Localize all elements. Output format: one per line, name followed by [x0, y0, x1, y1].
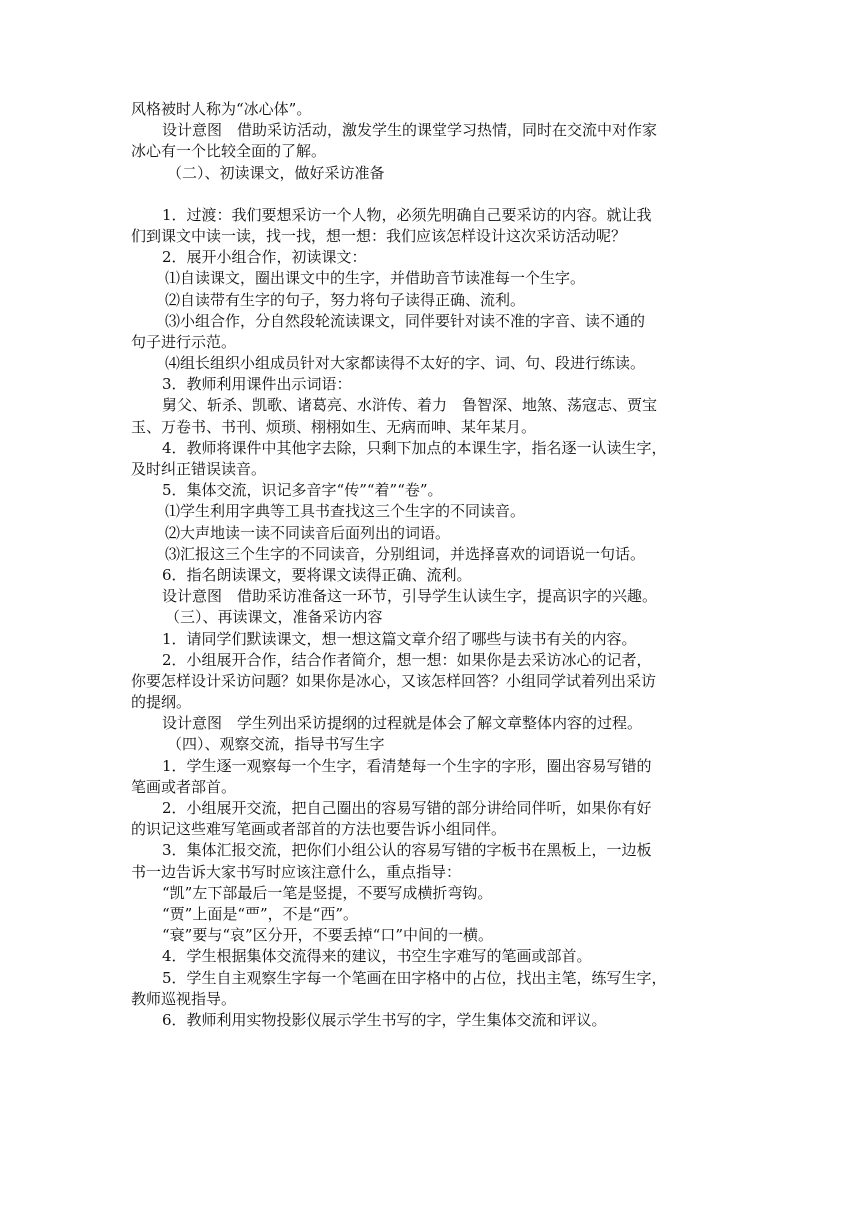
text-line: 6．指名朗读课文，要将课文读得正确、流利。: [162, 565, 472, 584]
text-line: 4．教师将课件中其他字去除，只剩下加点的本课生字，指名逐一认读生字，: [162, 438, 667, 457]
text-line: 风格被时人称为“冰心体”。: [131, 100, 312, 118]
text-line: ⑴学生利用字典等工具书查找这三个生字的不同读音。: [165, 502, 526, 521]
text-line: 2．小组展开合作，结合作者简介，想一想：如果你是去采访冰心的记者，: [162, 650, 652, 669]
text-line: ⑴自读课文，圈出课文中的生字，并借助音节读准每一个生字。: [165, 269, 586, 288]
text-line: ⑷组长组织小组成员针对大家都读得不太好的字、词、句、段进行练读。: [165, 354, 646, 373]
text-line: ⑶汇报这三个生字的不同读音，分别组词，并选择喜欢的词语说一句话。: [165, 544, 646, 563]
text-line: 设计意图 学生列出采访提纲的过程就是体会了解文章整体内容的过程。: [162, 714, 643, 733]
text-line: ⑵大声地读一读不同读音后面列出的词语。: [165, 523, 451, 542]
text-line: 句子进行示范。: [131, 332, 237, 351]
text-line: 3．教师利用课件出示词语：: [162, 375, 352, 394]
text-line: ⑶小组合作，分自然段轮流读课文，同伴要针对读不准的字音、读不通的: [165, 311, 646, 330]
text-line: 书一边告诉大家书写时应该注意什么，重点指导：: [131, 862, 462, 881]
text-line: 1．请同学们默读课文，想一想这篇文章介绍了哪些与读书有关的内容。: [162, 629, 637, 648]
text-line: 舅父、斩杀、凯歌、诸葛亮、水浒传、着力 鲁智深、地煞、荡寇志、贾宝: [162, 396, 658, 415]
text-line: 5．学生自主观察生字每一个笔画在田字格中的占位，找出主笔，练写生字，: [162, 968, 667, 987]
text-line: 冰心有一个比较全面的了解。: [131, 142, 327, 161]
text-line: 6．教师利用实物投影仪展示学生书写的字，学生集体交流和评议。: [162, 1010, 607, 1029]
text-line: 们到课文中读一读，找一找，想一想：我们应该怎样设计这次采访活动呢？: [131, 226, 627, 245]
text-line: 设计意图 借助采访准备这一环节，引导学生认读生字，提高识字的兴趣。: [162, 587, 658, 606]
blank-line: [131, 184, 731, 205]
text-line: 1．学生逐一观察每一个生字，看清楚每一个生字的字形，圈出容易写错的: [162, 756, 652, 775]
text-line: 玉、万卷书、书刊、烦琐、栩栩如生、无病而呻、某年某月。: [131, 417, 537, 436]
document-page: [131, 99, 731, 1031]
text-line: “贾”上面是“覀”，不是“西”。: [162, 904, 359, 923]
text-line: 的提纲。: [131, 693, 192, 712]
text-line: 笔画或者部首。: [131, 777, 237, 796]
text-line: （二）、初读课文，做好采访准备: [167, 163, 385, 182]
text-line: 你要怎样设计采访问题？如果你是冰心，又该怎样回答？小组同学试着列出采访: [131, 671, 657, 690]
text-line: 5．集体交流，识记多音字“传”“着”“卷”。: [162, 481, 443, 500]
text-line: 设计意图 借助采访活动，激发学生的课堂学习热情，同时在交流中对作家: [162, 121, 658, 140]
text-line: （四）、观察交流，指导书写生字: [167, 735, 385, 754]
text-line: 2．展开小组合作，初读课文：: [162, 248, 367, 267]
text-line: “衰”要与“哀”区分开，不要丢掉“口”中间的一横。: [162, 926, 494, 945]
text-line: 及时纠正错误读音。: [131, 460, 267, 478]
text-line: “凯”左下部最后一笔是竖提，不要写成横折弯钩。: [162, 883, 493, 902]
text-line: 2．小组展开交流，把自己圈出的容易写错的部分讲给同伴听，如果你有好: [162, 799, 652, 817]
text-line: 1．过渡：我们要想采访一个人物，必须先明确自己要采访的内容。就让我: [162, 205, 652, 224]
text-line: 教师巡视指导。: [131, 989, 237, 1008]
text-line: 3．集体汇报交流，把你们小组公认的容易写错的字板书在黑板上，一边板: [162, 841, 652, 860]
text-line: 4．学生根据集体交流得来的建议，书空生字难写的笔画或部首。: [162, 947, 592, 966]
text-line: ⑵自读带有生字的句子，努力将句子读得正确、流利。: [165, 290, 526, 309]
text-line: （三）、再读课文，准备采访内容: [165, 608, 383, 627]
text-line: 的识记这些难写笔画或者部首的方法也要告诉小组同伴。: [131, 820, 507, 839]
